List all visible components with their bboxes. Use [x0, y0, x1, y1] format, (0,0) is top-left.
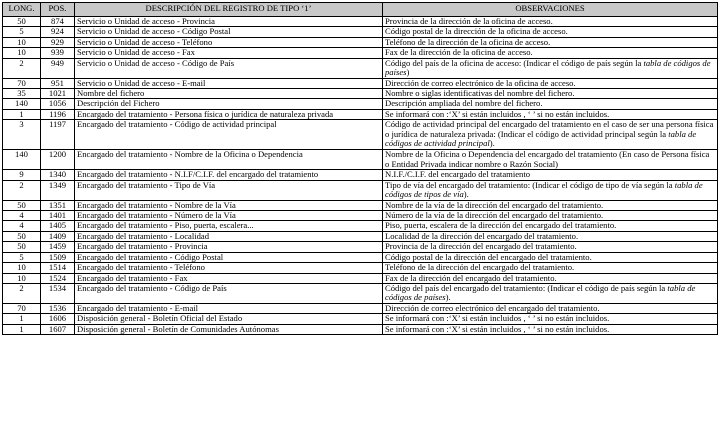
cell-pos: 929	[41, 37, 75, 47]
cell-description: Encargado del tratamiento - Localidad	[75, 231, 383, 241]
cell-observations: Descripción ampliada del nombre del fichero.	[383, 99, 718, 109]
cell-description: Disposición general - Boletín Oficial del Estado	[75, 314, 383, 324]
cell-description: Encargado del tratamiento - Número de la Vía	[75, 211, 383, 221]
cell-pos: 1607	[41, 324, 75, 334]
cell-long: 5	[3, 252, 41, 262]
cell-description: Encargado del tratamiento - Tipo de Vía	[75, 180, 383, 200]
table-row	[3, 150, 718, 170]
table-row	[3, 314, 718, 324]
table-row	[3, 120, 718, 150]
cell-pos: 1197	[41, 120, 75, 150]
cell-description: Disposición general - Boletín de Comunidades Autónomas	[75, 324, 383, 334]
cell-long: 1	[3, 324, 41, 334]
cell-description: Descripción del Fichero	[75, 99, 383, 109]
header-pos: POS.	[41, 3, 75, 17]
cell-pos: 1514	[41, 263, 75, 273]
cell-observations: Piso, puerta, escalera de la dirección del encargado del tratamiento.	[383, 221, 718, 231]
cell-long: 2	[3, 58, 41, 78]
cell-observations: Dirección de correo electrónico del encargado del tratamiento.	[383, 303, 718, 313]
cell-observations: Código postal de la dirección de la oficina de acceso.	[383, 27, 718, 37]
table-row	[3, 303, 718, 313]
cell-pos: 951	[41, 78, 75, 88]
table-row	[3, 221, 718, 231]
cell-observations: Fax de la dirección de la oficina de acceso.	[383, 48, 718, 58]
record-spec-table	[2, 2, 718, 335]
cell-observations: Código de actividad principal del encargado del tratamiento en el caso de ser una persona física o jurídica de naturaleza privada: (Indicar el código de actividad principal según la tabla de códigos de actividad principal).	[383, 120, 718, 150]
cell-pos: 1340	[41, 170, 75, 180]
table-reference: tabla de códigos de países	[385, 58, 711, 78]
table-row	[3, 99, 718, 109]
table-row	[3, 48, 718, 58]
cell-observations: Teléfono de la dirección de la oficina de acceso.	[383, 37, 718, 47]
cell-observations: Provincia de la dirección de la oficina de acceso.	[383, 17, 718, 27]
table-row	[3, 78, 718, 88]
table-row	[3, 242, 718, 252]
header-description: DESCRIPCIÓN DEL REGISTRO DE TIPO ‘1’	[75, 3, 383, 17]
cell-pos: 1021	[41, 89, 75, 99]
cell-observations: N.I.F./C.I.F. del encargado del tratamiento	[383, 170, 718, 180]
cell-pos: 1509	[41, 252, 75, 262]
cell-observations: Fax de la dirección del encargado del tratamiento.	[383, 273, 718, 283]
table-row	[3, 109, 718, 119]
cell-long: 35	[3, 89, 41, 99]
cell-description: Servicio o Unidad de acceso - Teléfono	[75, 37, 383, 47]
table-row	[3, 170, 718, 180]
cell-long: 10	[3, 263, 41, 273]
cell-observations: Código del país del encargado del tratamiento: (Indicar el código de país según la tabla de códigos de países).	[383, 283, 718, 303]
cell-pos: 1349	[41, 180, 75, 200]
cell-description: Servicio o Unidad de acceso - Provincia	[75, 17, 383, 27]
table-row	[3, 200, 718, 210]
cell-long: 4	[3, 211, 41, 221]
cell-pos: 1351	[41, 200, 75, 210]
cell-observations: Se informará con :‘X’ si están incluidos , ‘ ’ si no están incluidos.	[383, 314, 718, 324]
cell-long: 10	[3, 37, 41, 47]
cell-observations: Dirección de correo electrónico de la oficina de acceso.	[383, 78, 718, 88]
cell-pos: 939	[41, 48, 75, 58]
table-row	[3, 252, 718, 262]
cell-pos: 949	[41, 58, 75, 78]
cell-long: 140	[3, 99, 41, 109]
cell-description: Encargado del tratamiento - N.I.F/C.I.F. del encargado del tratamiento	[75, 170, 383, 180]
cell-long: 70	[3, 78, 41, 88]
cell-pos: 1401	[41, 211, 75, 221]
cell-description: Encargado del tratamiento - E-mail	[75, 303, 383, 313]
cell-long: 50	[3, 242, 41, 252]
cell-long: 1	[3, 314, 41, 324]
table-row	[3, 58, 718, 78]
cell-pos: 1196	[41, 109, 75, 119]
cell-pos: 1200	[41, 150, 75, 170]
cell-observations: Provincia de la dirección del encargado del tratamiento.	[383, 242, 718, 252]
cell-description: Encargado del tratamiento - Código de País	[75, 283, 383, 303]
cell-pos: 1056	[41, 99, 75, 109]
header-observations: OBSERVACIONES	[383, 3, 718, 17]
cell-description: Nombre del fichero	[75, 89, 383, 99]
cell-long: 10	[3, 273, 41, 283]
cell-description: Encargado del tratamiento - Código de actividad principal	[75, 120, 383, 150]
cell-long: 5	[3, 27, 41, 37]
cell-description: Servicio o Unidad de acceso - Código Postal	[75, 27, 383, 37]
cell-long: 50	[3, 17, 41, 27]
cell-description: Encargado del tratamiento - Piso, puerta, escalera...	[75, 221, 383, 231]
cell-long: 2	[3, 180, 41, 200]
cell-pos: 1405	[41, 221, 75, 231]
cell-pos: 1409	[41, 231, 75, 241]
cell-observations: Tipo de vía del encargado del tratamiento: (Indicar el código de tipo de vía según la tabla de códigos de tipos de vía).	[383, 180, 718, 200]
table-row	[3, 17, 718, 27]
cell-long: 9	[3, 170, 41, 180]
cell-long: 1	[3, 109, 41, 119]
table-row	[3, 283, 718, 303]
header-long: LONG.	[3, 3, 41, 17]
table-row	[3, 231, 718, 241]
table-row	[3, 27, 718, 37]
cell-observations: Localidad de la dirección del encargado del tratamiento.	[383, 231, 718, 241]
table-row	[3, 37, 718, 47]
cell-pos: 924	[41, 27, 75, 37]
table-reference: tabla de códigos de tipos de vía	[385, 180, 703, 200]
cell-observations: Se informará con :‘X’ si están incluidos , ‘ ’ si no están incluidos.	[383, 109, 718, 119]
cell-description: Encargado del tratamiento - Provincia	[75, 242, 383, 252]
table-reference: tabla de códigos de países	[385, 283, 696, 303]
cell-long: 140	[3, 150, 41, 170]
cell-observations: Nombre o siglas identificativas del nombre del fichero.	[383, 89, 718, 99]
table-body	[3, 17, 718, 335]
table-reference: tabla de códigos de actividad principal	[385, 128, 697, 149]
cell-description: Encargado del tratamiento - Fax	[75, 273, 383, 283]
cell-pos: 1524	[41, 273, 75, 283]
cell-pos: 1536	[41, 303, 75, 313]
cell-observations: Se informará con :‘X’ si están incluidos , ‘ ’ si no están incluidos.	[383, 324, 718, 334]
cell-long: 4	[3, 221, 41, 231]
table-row	[3, 324, 718, 334]
cell-long: 2	[3, 283, 41, 303]
cell-pos: 1459	[41, 242, 75, 252]
cell-long: 70	[3, 303, 41, 313]
table-row	[3, 89, 718, 99]
table-header-row	[3, 3, 718, 17]
table-row	[3, 263, 718, 273]
cell-long: 3	[3, 120, 41, 150]
cell-description: Encargado del tratamiento - Código Postal	[75, 252, 383, 262]
cell-description: Servicio o Unidad de acceso - E-mail	[75, 78, 383, 88]
cell-description: Servicio o Unidad de acceso - Fax	[75, 48, 383, 58]
cell-long: 50	[3, 200, 41, 210]
cell-pos: 874	[41, 17, 75, 27]
table-row	[3, 273, 718, 283]
table-row	[3, 180, 718, 200]
cell-observations: Teléfono de la dirección del encargado del tratamiento.	[383, 263, 718, 273]
cell-description: Encargado del tratamiento - Teléfono	[75, 263, 383, 273]
cell-observations: Código postal de la dirección del encargado del tratamiento.	[383, 252, 718, 262]
cell-observations: Nombre de la vía de la dirección del encargado del tratamiento.	[383, 200, 718, 210]
cell-pos: 1606	[41, 314, 75, 324]
cell-observations: Nombre de la Oficina o Dependencia del encargado del tratamiento (En caso de Persona física o Entidad Privada indicar nombre o Razón Social)	[383, 150, 718, 170]
cell-description: Encargado del tratamiento - Nombre de la Vía	[75, 200, 383, 210]
cell-description: Encargado del tratamiento - Persona física o jurídica de naturaleza privada	[75, 109, 383, 119]
cell-description: Servicio o Unidad de acceso - Código de País	[75, 58, 383, 78]
cell-observations: Código del país de la oficina de acceso: (Indicar el código de país según la tabla de códigos de países)	[383, 58, 718, 78]
cell-description: Encargado del tratamiento - Nombre de la Oficina o Dependencia	[75, 150, 383, 170]
cell-observations: Número de la vía de la dirección del encargado del tratamiento.	[383, 211, 718, 221]
table-row	[3, 211, 718, 221]
cell-long: 50	[3, 231, 41, 241]
cell-pos: 1534	[41, 283, 75, 303]
cell-long: 10	[3, 48, 41, 58]
